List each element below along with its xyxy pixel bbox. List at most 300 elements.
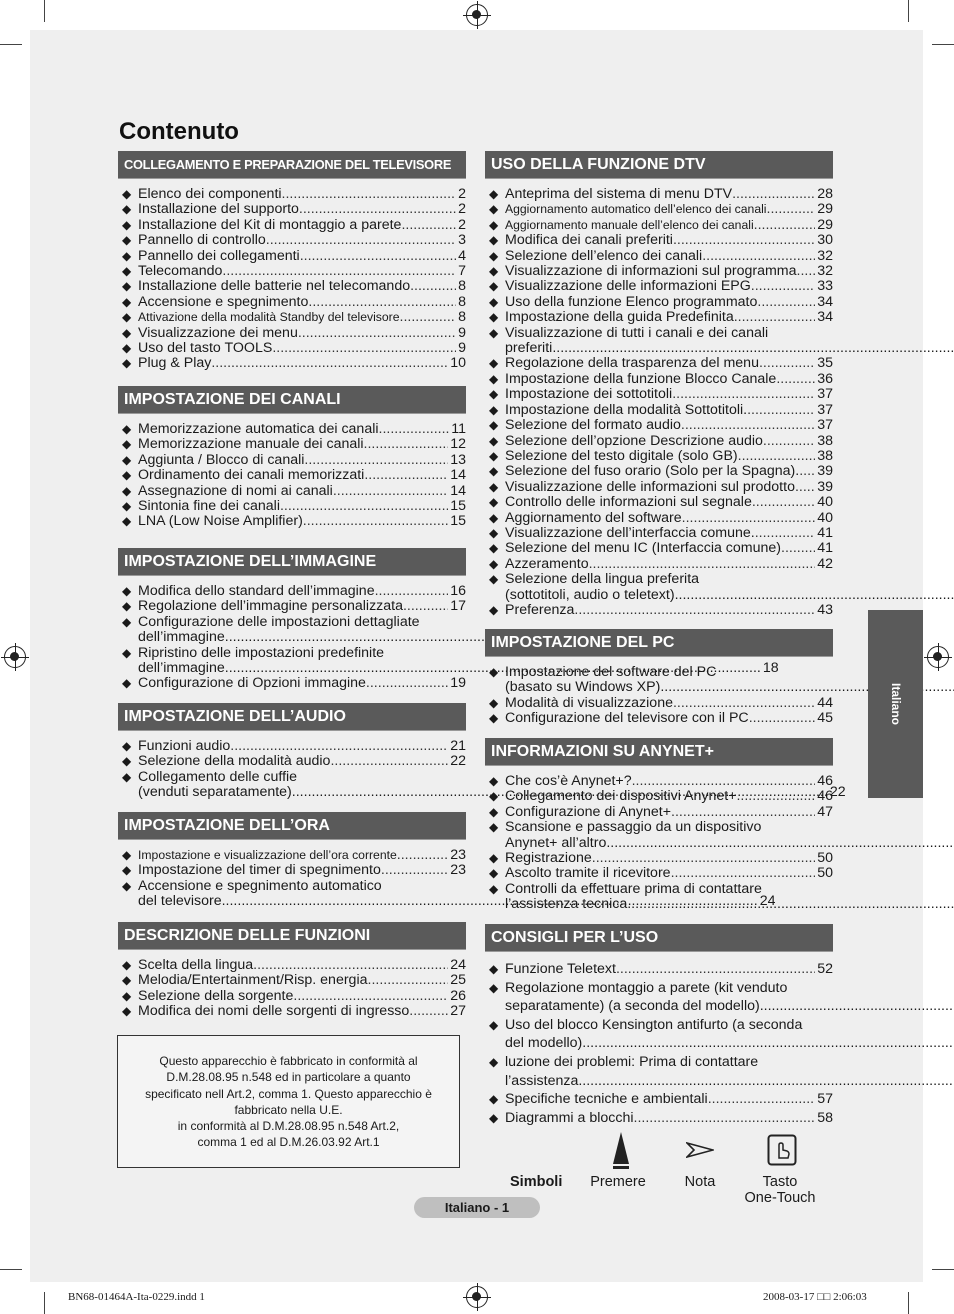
toc-entry[interactable] — [485, 1016, 833, 1053]
press-label: Premere — [590, 1174, 646, 1190]
leader-dots — [299, 202, 456, 217]
file-footer-right: 2008-03-17 □□ 2:06:03 — [763, 1291, 867, 1303]
toc-entry[interactable] — [485, 665, 833, 696]
leader-dots — [222, 264, 456, 279]
toc-section — [118, 386, 466, 530]
toc-entry-text — [505, 218, 815, 233]
conformity-notice — [117, 1035, 460, 1168]
toc-entry[interactable] — [485, 187, 833, 202]
diamond-bullet-icon: ◆ — [122, 325, 132, 340]
crop-mark — [0, 44, 22, 45]
diamond-bullet-icon: ◆ — [122, 233, 132, 248]
toc-page-number: 8 — [458, 309, 466, 326]
notice-line: in conformità al D.M.28.08.95 n.548 Art.2, — [177, 1119, 400, 1134]
diamond-bullet-icon: ◆ — [489, 418, 499, 433]
file-footer-left: BN68-01464A-Ita-0229.indd 1 — [68, 1291, 205, 1303]
diamond-bullet-icon: ◆ — [122, 848, 132, 862]
toc-entry[interactable] — [118, 453, 466, 468]
toc-entry[interactable] — [485, 1109, 833, 1128]
toc-entry-label: Configurazione di Opzioni immagine — [138, 676, 366, 692]
toc-entry-label: Regolazione della trasparenza del menu — [505, 356, 759, 372]
toc-entry[interactable] — [485, 866, 833, 881]
toc-entry-text — [505, 372, 815, 387]
toc-entry-text — [505, 326, 954, 357]
page-number-pill: Italiano - 1 — [414, 1197, 540, 1218]
toc-entry-text — [505, 434, 815, 449]
leader-dots — [578, 1072, 954, 1091]
toc-entry-text — [505, 789, 815, 804]
toc-entry-label: Visualizzazione di informazioni sul programma — [505, 264, 797, 280]
symbols-legend — [490, 1130, 840, 1220]
toc-page-number: 37 — [817, 417, 833, 434]
toc-entry-text — [138, 484, 448, 499]
toc-page-number: 15 — [450, 498, 466, 515]
toc-entry[interactable] — [485, 820, 833, 851]
toc-entry[interactable] — [485, 882, 833, 913]
toc-entry[interactable] — [118, 615, 466, 646]
toc-entry[interactable] — [485, 711, 833, 726]
diamond-bullet-icon: ◆ — [489, 980, 499, 995]
toc-entry-text — [505, 310, 815, 325]
toc-entry[interactable] — [485, 387, 833, 402]
leader-dots — [616, 960, 815, 979]
toc-entry[interactable] — [118, 295, 466, 310]
leader-dots — [552, 341, 954, 356]
toc-entry[interactable] — [485, 233, 833, 248]
toc-entry[interactable] — [485, 264, 833, 279]
toc-entry-text — [505, 495, 815, 510]
diamond-bullet-icon: ◆ — [122, 422, 132, 436]
crop-mark — [908, 1292, 909, 1314]
toc-entry[interactable] — [118, 958, 466, 973]
toc-entry[interactable] — [118, 233, 466, 248]
toc-entry-text — [138, 973, 448, 988]
toc-entry-text — [505, 511, 815, 526]
leader-dots — [672, 387, 815, 402]
toc-entry[interactable] — [118, 341, 466, 356]
toc-entry[interactable] — [485, 480, 833, 495]
leader-dots — [409, 1004, 448, 1019]
leader-dots — [673, 696, 815, 711]
toc-entry-text — [138, 326, 456, 341]
toc-entry[interactable] — [485, 434, 833, 449]
toc-entry[interactable] — [118, 279, 466, 294]
diamond-bullet-icon: ◆ — [489, 820, 499, 835]
leader-dots — [671, 805, 815, 820]
toc-list — [485, 960, 833, 1127]
toc-section — [485, 151, 833, 618]
diamond-bullet-icon: ◆ — [122, 294, 132, 309]
toc-entry-text — [505, 279, 815, 294]
toc-entry-text — [138, 514, 448, 529]
toc-entry-label: Registrazione — [505, 851, 592, 867]
leader-dots — [757, 295, 815, 310]
leader-dots — [755, 526, 815, 541]
toc-page-number: 7 — [458, 263, 466, 280]
toc-entry-label: Funzione Teletext — [505, 961, 616, 977]
diamond-bullet-icon: ◆ — [489, 264, 499, 279]
toc-entry[interactable] — [485, 202, 833, 217]
toc-entry[interactable] — [485, 774, 833, 789]
toc-page-number: 47 — [817, 803, 833, 820]
toc-entry-text — [138, 468, 448, 483]
toc-entry-text — [505, 526, 815, 541]
toc-entry-text — [138, 989, 448, 1004]
notice-line: Questo apparecchio è fabbricato in conformità al — [159, 1054, 418, 1068]
toc-entry-text — [138, 453, 448, 468]
diamond-bullet-icon: ◆ — [489, 572, 499, 587]
notice-line: D.M.28.08.95 n.548 ed in particolare a quanto — [166, 1070, 411, 1085]
toc-section-heading: IMPOSTAZIONE DELL’AUDIO — [118, 703, 466, 731]
toc-section-heading: CONSIGLI PER L’USO — [485, 924, 833, 952]
leader-dots — [574, 603, 815, 618]
toc-page-number: 26 — [450, 987, 466, 1004]
diamond-bullet-icon: ◆ — [122, 769, 132, 784]
toc-entry[interactable] — [485, 403, 833, 418]
toc-entry[interactable] — [118, 264, 466, 279]
crop-mark — [932, 1269, 954, 1270]
toc-entry[interactable] — [118, 187, 466, 202]
leader-dots — [682, 511, 816, 526]
toc-entry-label: Installazione del Kit di montaggio a parete — [138, 217, 402, 233]
toc-entry-label: Controlli da effettuare prima di contattare — [505, 880, 762, 897]
toc-entry[interactable] — [118, 356, 466, 371]
symbols-label: Simboli — [510, 1174, 563, 1190]
toc-entry[interactable] — [118, 599, 466, 614]
toc-entry-label: Collegamento dei dispositivi Anynet+ — [505, 789, 737, 805]
toc-entry-label: Uso del tasto TOOLS — [138, 341, 273, 357]
toc-entry-text — [138, 264, 456, 279]
toc-entry-label: Selezione del menu IC (Interfaccia comune) — [505, 541, 782, 557]
toc-section — [485, 738, 833, 913]
toc-entry-label: Selezione dell’elenco dei canali — [505, 248, 703, 264]
leader-dots — [211, 356, 448, 371]
toc-entry[interactable] — [118, 249, 466, 264]
toc-page-number: 40 — [817, 509, 833, 526]
diamond-bullet-icon: ◆ — [489, 495, 499, 510]
toc-entry[interactable] — [485, 1090, 833, 1109]
toc-entry[interactable] — [118, 499, 466, 514]
toc-entry-text — [138, 279, 456, 294]
leader-dots — [632, 774, 816, 789]
leader-dots — [681, 418, 815, 433]
toc-entry[interactable] — [485, 464, 833, 479]
leader-dots — [734, 310, 815, 325]
toc-entry-label: Configurazione delle impostazioni dettagliate — [138, 613, 420, 630]
toc-entry[interactable] — [118, 739, 466, 754]
leader-dots — [364, 437, 449, 452]
leader-dots — [671, 866, 816, 881]
leader-dots — [592, 851, 815, 866]
leader-dots — [272, 341, 456, 356]
toc-entry[interactable] — [485, 603, 833, 618]
toc-page-number: 29 — [817, 201, 833, 218]
toc-entry[interactable] — [118, 676, 466, 691]
toc-entry[interactable] — [485, 789, 833, 804]
toc-entry-label: Installazione del supporto — [138, 202, 299, 218]
toc-page-number: 22 — [450, 753, 466, 770]
press-icon — [610, 1130, 632, 1170]
diamond-bullet-icon: ◆ — [122, 739, 132, 753]
toc-entry-label: Azzeramento — [505, 556, 589, 572]
leader-dots — [403, 599, 448, 614]
toc-page-number: 43 — [817, 601, 833, 618]
toc-entry-label: Aggiornamento manuale dell’elenco dei canali — [505, 217, 754, 232]
toc-entry[interactable] — [118, 484, 466, 499]
diamond-bullet-icon: ◆ — [122, 217, 132, 232]
toc-page-number: 12 — [450, 436, 466, 453]
registration-mark-icon — [466, 4, 488, 26]
diamond-bullet-icon: ◆ — [489, 789, 499, 804]
leader-dots — [366, 676, 448, 691]
diamond-bullet-icon: ◆ — [122, 514, 132, 529]
toc-entry[interactable] — [485, 218, 833, 233]
toc-page-number: 25 — [450, 972, 466, 989]
toc-entry[interactable] — [485, 511, 833, 526]
crop-mark — [44, 1292, 45, 1314]
leader-dots — [675, 588, 954, 603]
toc-entry-label: Regolazione dell’immagine personalizzata — [138, 599, 403, 615]
toc-entry-text — [505, 1016, 954, 1053]
toc-section-heading: USO DELLA FUNZIONE DTV — [485, 151, 833, 179]
leader-dots — [776, 372, 815, 387]
page-title: Contenuto — [119, 118, 239, 145]
toc-entry-label-cont: (venduti separatamente) — [138, 785, 292, 801]
diamond-bullet-icon: ◆ — [489, 541, 499, 556]
toc-entry-label: Sintonia fine dei canali — [138, 499, 280, 515]
toc-entry-label: Impostazione del software del PC — [505, 664, 717, 680]
toc-entry-text — [505, 480, 815, 495]
leader-dots — [797, 264, 816, 279]
toc-entry-text — [138, 187, 456, 202]
diamond-bullet-icon: ◆ — [122, 973, 132, 988]
toc-entry[interactable] — [118, 754, 466, 769]
diamond-bullet-icon: ◆ — [489, 387, 499, 402]
diamond-bullet-icon: ◆ — [122, 310, 132, 325]
toc-page-number: 29 — [817, 216, 833, 233]
diamond-bullet-icon: ◆ — [489, 402, 499, 417]
leader-dots — [634, 1109, 816, 1128]
toc-page-number: 2 — [458, 186, 466, 202]
toc-entry[interactable] — [485, 979, 833, 1016]
toc-entry[interactable] — [118, 863, 466, 878]
toc-entry-text — [505, 979, 954, 1016]
toc-entry-text — [138, 1004, 448, 1019]
toc-page-number: 23 — [450, 847, 466, 863]
leader-dots — [582, 1034, 954, 1053]
toc-entry-text — [138, 356, 448, 371]
registration-mark-icon — [4, 646, 26, 668]
toc-entry-text — [138, 218, 456, 233]
toc-page-number: 45 — [817, 710, 833, 727]
note-icon — [686, 1142, 714, 1158]
toc-page-number: 10 — [450, 355, 466, 372]
diamond-bullet-icon: ◆ — [122, 499, 132, 514]
toc-entry-label-cont: l’assistenza tecnica — [505, 897, 628, 913]
diamond-bullet-icon: ◆ — [122, 584, 132, 598]
toc-entry-label: Impostazione e visualizzazione dell’ora corrente — [138, 848, 397, 862]
toc-entry-text — [505, 464, 815, 479]
toc-entry-label: Attivazione della modalità Standby del televisore — [138, 310, 400, 325]
diamond-bullet-icon: ◆ — [122, 452, 132, 467]
toc-entry[interactable] — [118, 437, 466, 452]
toc-entry-text — [138, 754, 448, 769]
leader-dots — [751, 279, 815, 294]
toc-entry[interactable] — [118, 514, 466, 529]
toc-entry[interactable] — [118, 218, 466, 233]
toc-entry[interactable] — [485, 526, 833, 541]
toc-entry[interactable] — [118, 989, 466, 1004]
toc-entry-label-cont: Anynet+ all’altro — [505, 835, 607, 851]
diamond-bullet-icon: ◆ — [489, 881, 499, 896]
diamond-bullet-icon: ◆ — [489, 294, 499, 309]
toc-page-number: 37 — [817, 401, 833, 418]
toc-entry-label: Scelta della lingua — [138, 958, 254, 973]
language-side-tab — [868, 610, 923, 798]
one-touch-label — [735, 1174, 825, 1206]
toc-entry[interactable] — [118, 468, 466, 483]
toc-page-number: 50 — [817, 865, 833, 882]
toc-page-number: 9 — [458, 324, 466, 341]
toc-page-number: 19 — [450, 675, 466, 692]
toc-list — [118, 187, 466, 372]
toc-entry[interactable] — [485, 696, 833, 711]
toc-entry-text — [505, 572, 954, 603]
toc-entry-text — [138, 848, 448, 863]
toc-section — [485, 924, 833, 1127]
toc-entry[interactable] — [485, 356, 833, 371]
leader-dots — [763, 434, 815, 449]
diamond-bullet-icon: ◆ — [489, 187, 499, 201]
toc-entry[interactable] — [485, 495, 833, 510]
toc-entry-text — [505, 851, 815, 866]
toc-entry-label: Selezione del fuso orario (Solo per la Spagna). — [505, 464, 800, 480]
toc-page-number: 23 — [450, 862, 466, 879]
diamond-bullet-icon: ◆ — [489, 804, 499, 819]
leader-dots — [589, 557, 816, 572]
toc-page-number: 15 — [450, 513, 466, 530]
toc-entry-label: Memorizzazione manuale dei canali — [138, 437, 364, 453]
leader-dots — [400, 310, 457, 325]
diamond-bullet-icon: ◆ — [489, 695, 499, 710]
diamond-bullet-icon: ◆ — [489, 525, 499, 540]
toc-entry[interactable] — [118, 973, 466, 988]
toc-entry[interactable] — [485, 960, 833, 979]
toc-entry-label: Telecomando — [138, 264, 223, 280]
toc-entry-label: Collegamento delle cuffie — [138, 768, 298, 785]
toc-entry-label: Diagrammi a blocchi — [505, 1109, 634, 1126]
diamond-bullet-icon: ◆ — [489, 962, 499, 976]
toc-entry-label-cont: l’assistenza — [505, 1072, 579, 1089]
toc-page-number: 33 — [817, 278, 833, 295]
diamond-bullet-icon: ◆ — [489, 774, 499, 788]
toc-entry[interactable] — [485, 295, 833, 310]
toc-entry-label: Impostazione della modalità Sottotitoli. — [505, 402, 748, 418]
diamond-bullet-icon: ◆ — [122, 202, 132, 217]
diamond-bullet-icon: ◆ — [122, 483, 132, 498]
toc-entry[interactable] — [118, 584, 466, 599]
leader-dots — [795, 480, 815, 495]
toc-entry[interactable] — [118, 1004, 466, 1019]
toc-entry[interactable] — [485, 572, 833, 603]
toc-entry[interactable] — [485, 541, 833, 556]
diamond-bullet-icon: ◆ — [489, 310, 499, 325]
toc-entry-text — [505, 264, 815, 279]
toc-entry-text — [505, 882, 954, 913]
leader-dots — [333, 484, 448, 499]
diamond-bullet-icon: ◆ — [489, 556, 499, 571]
toc-page-number: 41 — [817, 540, 833, 557]
toc-entry[interactable] — [118, 326, 466, 341]
diamond-bullet-icon: ◆ — [489, 325, 499, 340]
toc-entry-label: Selezione dell’opzione Descrizione audio — [505, 433, 763, 449]
toc-entry[interactable] — [118, 310, 466, 325]
toc-entry[interactable] — [118, 202, 466, 217]
crop-mark — [908, 0, 909, 22]
toc-entry-text — [505, 1109, 815, 1128]
diamond-bullet-icon: ◆ — [489, 433, 499, 448]
leader-dots — [410, 279, 456, 294]
toc-entry[interactable] — [485, 326, 833, 357]
toc-entry-label: Scansione e passaggio da un dispositivo — [505, 819, 762, 836]
toc-entry[interactable] — [485, 372, 833, 387]
toc-page-number: 27 — [450, 1003, 466, 1020]
toc-page-number: 57 — [817, 1091, 833, 1108]
toc-entry-label: Configurazione di Anynet+ — [505, 804, 672, 820]
diamond-bullet-icon: ◆ — [122, 248, 132, 263]
toc-entry[interactable] — [118, 848, 466, 863]
toc-entry[interactable] — [485, 851, 833, 866]
toc-section-heading: IMPOSTAZIONE DEI CANALI — [118, 386, 466, 414]
toc-page-number: 30 — [817, 232, 833, 249]
toc-entry-text — [505, 711, 815, 726]
diamond-bullet-icon: ◆ — [122, 599, 132, 614]
toc-entry-text — [505, 233, 815, 248]
notice-line: comma 1 ed al D.M.26.03.92 Art.1 — [197, 1135, 380, 1150]
toc-entry-label: Selezione del testo digitale (solo GB) — [505, 448, 738, 464]
toc-entry-text — [138, 863, 448, 878]
toc-entry-label-cont: del televisore — [138, 894, 222, 910]
toc-entry[interactable] — [485, 1053, 833, 1090]
toc-entry[interactable] — [485, 449, 833, 464]
toc-entry-text — [138, 958, 448, 973]
toc-entry-text — [138, 676, 448, 691]
toc-entry[interactable] — [485, 557, 833, 572]
toc-entry-label-cont: dell’immagine — [138, 630, 225, 646]
toc-entry[interactable] — [485, 310, 833, 325]
toc-page-number: 4 — [458, 247, 466, 264]
toc-page-number: 14 — [450, 467, 466, 484]
toc-entry-label: Pannello dei collegamenti — [138, 248, 300, 264]
toc-page-number: 17 — [450, 598, 466, 615]
leader-dots — [799, 464, 815, 479]
toc-entry[interactable] — [485, 279, 833, 294]
diamond-bullet-icon: ◆ — [122, 878, 132, 893]
diamond-bullet-icon: ◆ — [122, 988, 132, 1003]
leader-dots — [381, 863, 448, 878]
toc-page-number: 28 — [817, 186, 833, 202]
toc-entry-label: Modifica dei nomi delle sorgenti di ingresso — [138, 1004, 410, 1020]
toc-entry[interactable] — [118, 422, 466, 437]
toc-entry[interactable] — [485, 249, 833, 264]
diamond-bullet-icon: ◆ — [489, 851, 499, 866]
toc-entry[interactable] — [485, 805, 833, 820]
toc-entry-text — [505, 774, 815, 789]
toc-entry-label: Visualizzazione delle informazioni sul prodotto — [505, 479, 795, 495]
toc-entry-label: Elenco dei componenti — [138, 187, 282, 202]
toc-entry-label: Configurazione del televisore con il PC — [505, 711, 749, 727]
toc-entry[interactable] — [485, 418, 833, 433]
